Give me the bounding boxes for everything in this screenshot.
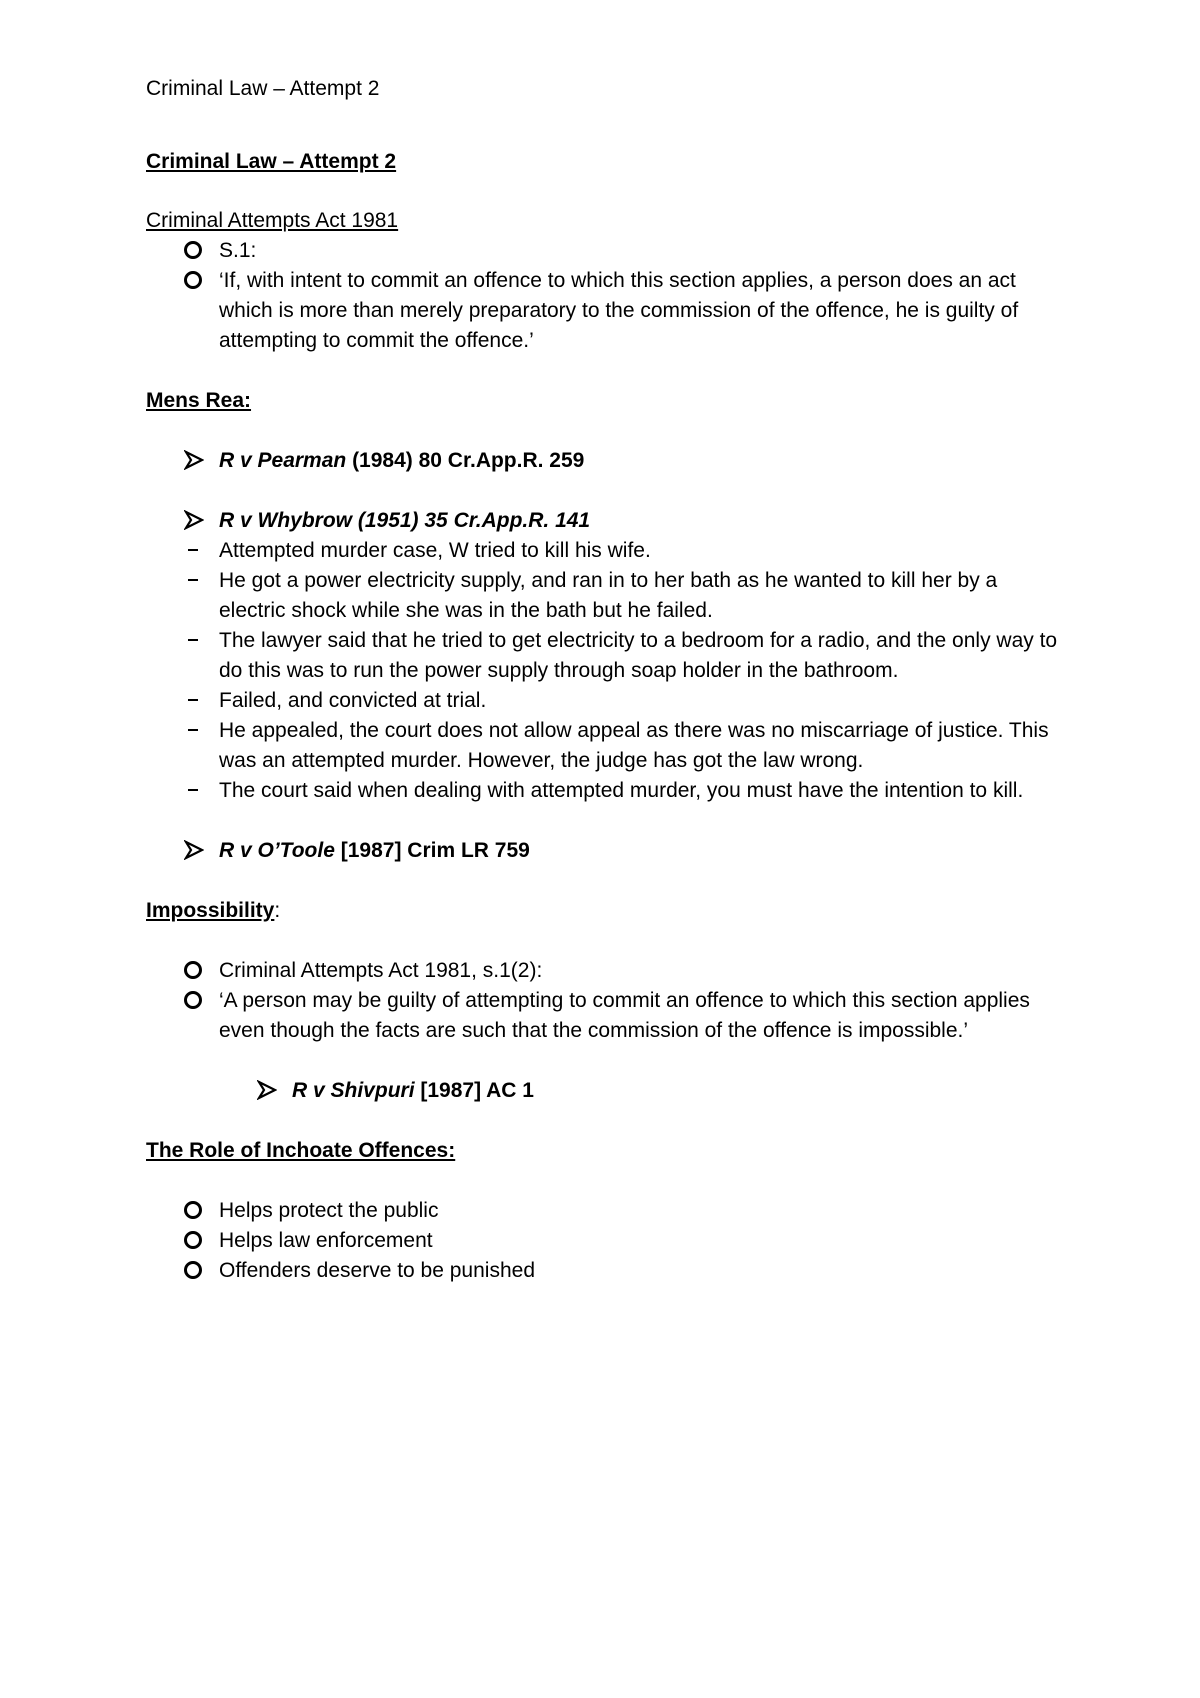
list-item-text: He appealed, the court does not allow appeal as there was no miscarriage of justice. This was an attempted murder. However, the judge has got the law wrong.	[219, 719, 1049, 772]
case-citation: [1987] AC 1	[414, 1079, 534, 1102]
list-item-text: Helps protect the public	[219, 1199, 439, 1222]
dash-bullet-icon	[184, 626, 208, 656]
heading-mens-rea: Mens Rea:	[146, 389, 252, 412]
dash-bullet-icon	[184, 536, 208, 566]
list-item	[146, 776, 1066, 806]
list-item	[146, 716, 1066, 776]
case-name: R v Pearman	[219, 449, 347, 472]
arrow-bullet-icon	[184, 506, 208, 536]
circle-bullet-icon	[184, 1196, 208, 1226]
document-body	[146, 147, 1066, 1286]
heading-suffix: :	[274, 899, 281, 922]
heading-text: Impossibility	[146, 899, 275, 922]
arrow-bullet-icon	[184, 446, 208, 476]
list-item-text: The court said when dealing with attempted murder, you must have the intention to kill.	[219, 779, 1024, 802]
list-item-text: The lawyer said that he tried to get electricity to a bedroom for a radio, and the only way to do this was to run the power supply through soap holder in the bathroom.	[219, 629, 1058, 682]
case-item	[146, 446, 1066, 476]
case-name: R v O’Toole	[219, 839, 335, 862]
arrow-bullet-icon	[184, 836, 208, 866]
case-citation: [1987] Crim LR 759	[334, 839, 530, 862]
list-item	[146, 986, 1066, 1046]
mens-rea-case-1	[146, 446, 1066, 476]
list-item	[146, 1196, 1066, 1226]
dash-bullet-icon	[184, 776, 208, 806]
heading-impossibility	[146, 896, 1066, 926]
mens-rea-case-2	[146, 506, 1066, 806]
list-item-text: Helps law enforcement	[219, 1229, 433, 1252]
act-list	[146, 236, 1066, 356]
list-item-text: ‘A person may be guilty of attempting to commit an offence to which this section applies even though the facts are such that the commission of the offence is impossible.’	[219, 989, 1030, 1042]
circle-bullet-icon	[184, 1226, 208, 1256]
impossibility-list	[146, 956, 1066, 1046]
heading-role-inchoate-offences: The Role of Inchoate Offences:	[146, 1139, 456, 1162]
circle-bullet-icon	[184, 236, 208, 266]
case-name: R v Whybrow (1951) 35 Cr.App.R. 141	[219, 509, 591, 532]
case-name: R v Shivpuri	[292, 1079, 415, 1102]
list-item	[146, 566, 1066, 626]
dash-bullet-icon	[184, 566, 208, 596]
list-item	[146, 1256, 1066, 1286]
list-item	[146, 686, 1066, 716]
running-header: Criminal Law – Attempt 2	[146, 77, 380, 100]
circle-bullet-icon	[184, 986, 208, 1016]
list-item-text: He got a power electricity supply, and ran in to her bath as he wanted to kill her by a electric shock while she was in the bath but he failed.	[219, 569, 998, 622]
list-item	[146, 626, 1066, 686]
case-item	[146, 506, 1066, 536]
circle-bullet-icon	[184, 956, 208, 986]
list-item-text: Failed, and convicted at trial.	[219, 689, 487, 712]
role-list	[146, 1196, 1066, 1286]
list-item-text: Criminal Attempts Act 1981, s.1(2):	[219, 959, 543, 982]
list-item	[146, 536, 1066, 566]
circle-bullet-icon	[184, 266, 208, 296]
list-item-text: ‘If, with intent to commit an offence to which this section applies, a person does an act which is more than merely preparatory to the commission of the offence, he is guilty of attempting to commit the offence.’	[219, 269, 1019, 352]
arrow-bullet-icon	[257, 1076, 281, 1106]
list-item	[146, 956, 1066, 986]
dash-bullet-icon	[184, 686, 208, 716]
case-item	[146, 1076, 1066, 1106]
dash-bullet-icon	[184, 716, 208, 746]
list-item-text: S.1:	[219, 239, 257, 262]
list-item	[146, 1226, 1066, 1256]
circle-bullet-icon	[184, 1256, 208, 1286]
document-title: Criminal Law – Attempt 2	[146, 150, 397, 173]
list-item-text: Offenders deserve to be punished	[219, 1259, 535, 1282]
list-item-text: Attempted murder case, W tried to kill his wife.	[219, 539, 651, 562]
list-item	[146, 266, 1066, 356]
heading-criminal-attempts-act: Criminal Attempts Act 1981	[146, 209, 399, 232]
case-item	[146, 836, 1066, 866]
mens-rea-case-3	[146, 836, 1066, 866]
case-citation: (1984) 80 Cr.App.R. 259	[346, 449, 585, 472]
impossibility-case	[146, 1076, 1066, 1106]
list-item	[146, 236, 1066, 266]
